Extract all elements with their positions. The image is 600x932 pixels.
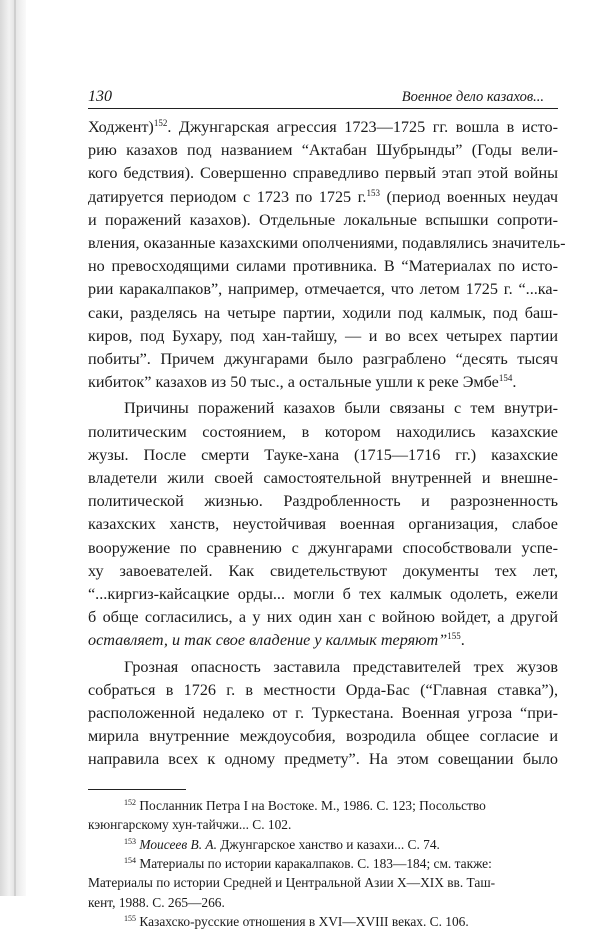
paragraph-2 — [88, 397, 558, 652]
text-line: “...киргиз-кайсацкие орды... могли б тех калмык одолеть, ежели — [88, 585, 558, 604]
running-title: Военное дело казахов... — [401, 89, 544, 105]
text-line: ху завоевателей. Как свидетельствуют документы тех лет, — [88, 561, 558, 580]
text-line: направила всех к одному предмету”. На этом совещании было — [88, 750, 558, 769]
text-line: владетели жили своей самостоятельной внутренней и внешне- — [88, 469, 558, 488]
text-line: кибиток” казахов из 50 тыс., а остальные ушли к реке Эмбе$^{154}$. — [88, 373, 517, 392]
text-line: расположенной недалеко от г. Туркестана. Военная угроза “при- — [88, 704, 558, 723]
paragraph-1 — [88, 116, 566, 394]
footnote-author: Моисеев В. А. — [139, 836, 217, 852]
text-line: собраться в 1726 г. в местности Орда-Бас (“Главная ставка”), — [88, 680, 558, 699]
footnote-154: $^{154}$ Материалы по истории каракалпаков. С. 183—184; см. также: Материалы по истории Средней и Центральной Азии X—XIX вв. Таш- кент, 1988. С. 265—266. — [88, 855, 496, 910]
text-line: побиты”. Причем джунгарами было разграблено “десять тысяч — [88, 350, 558, 369]
text-line: но превосходящими силами противника. В “Материалах по исто- — [88, 257, 558, 276]
footnote-155: $^{155}$ Казахско-русские отношения в XVI—XVIII веках. С. 106. — [124, 914, 469, 930]
text-line: вления, оказанные казахскими ополчениями, подавлялись значитель- — [88, 234, 566, 253]
text-line: Грозная опасность заставила представителей трех жузов — [124, 657, 558, 676]
text-line: рию казахов под названием “Актабан Шубрынды” (Годы вели- — [88, 141, 558, 160]
text-line: саки, разделясь на четыре партии, ходили под калмык, под баш- — [88, 303, 558, 322]
footnote-ref-152[interactable]: 152 — [153, 118, 168, 128]
page-number: 130 — [88, 88, 112, 105]
text-line: киров, под Бухару, под хан-тайшу, — и во всех четырех партии — [88, 326, 558, 345]
text-line: датируется периодом с 1723 по 1725 г.$^{153}$ (период военных неудач — [88, 187, 558, 206]
text-line: б обще согласились, а у них один хан с войною войдет, а другой — [88, 608, 558, 627]
text-line: мирила внутренние междоусобия, возродила общее согласие и — [88, 727, 558, 746]
text-line: Причины поражений казахов были связаны с тем внутри- — [124, 399, 558, 418]
paragraph-3 — [88, 656, 558, 772]
running-header — [88, 88, 558, 109]
text-line: рии каракалпаков”, например, отмечается, что летом 1725 г. “...ка- — [88, 280, 558, 299]
text-line: политической жизнью. Раздробленность и разрозненность — [88, 492, 558, 511]
main-text — [88, 116, 566, 772]
text-line: Ходжент)$^{152}$. Джунгарская агрессия 1723—1725 гг. вошла в исто- — [88, 118, 558, 136]
book-spine-shadow — [0, 0, 26, 896]
text-line: и поражений казахов). Отдельные локальные вспышки сопроти- — [88, 210, 558, 229]
footnote-ref-154[interactable]: 154 — [498, 373, 513, 384]
book-page — [88, 88, 566, 932]
text-line: жузы. После смерти Тауке-хана (1715—1716 гг.) казахские — [88, 445, 558, 464]
text-line: вооружение по сравнению с джунгарами способствовали успе- — [88, 538, 558, 557]
text-line: кого бедствия). Совершенно справедливо первый этап этой войны — [88, 164, 558, 183]
text-line: политическим состоянием, в котором находились казахские — [88, 422, 558, 441]
footnote-153: $^{153}$ Моисеев В. А. Джунгарское ханство и казахи... С. 74. — [124, 836, 440, 852]
footnote-ref-155[interactable]: 155 — [447, 631, 461, 642]
text-line: оставляет, и так свое владение у калмык теряют”$^{155}$. — [88, 631, 465, 650]
footnotes — [88, 796, 558, 932]
text-line: казахских ханств, неустойчивая военная организация, слабое — [88, 515, 558, 534]
footnote-152: $^{152}$ Посланник Петра I на Востоке. М., 1986. С. 123; Посольство кэюнгарскому хун-тайчжи... С. 102. — [88, 797, 486, 833]
footnote-ref-153[interactable]: 153 — [366, 187, 380, 198]
footnote-divider — [88, 789, 186, 790]
